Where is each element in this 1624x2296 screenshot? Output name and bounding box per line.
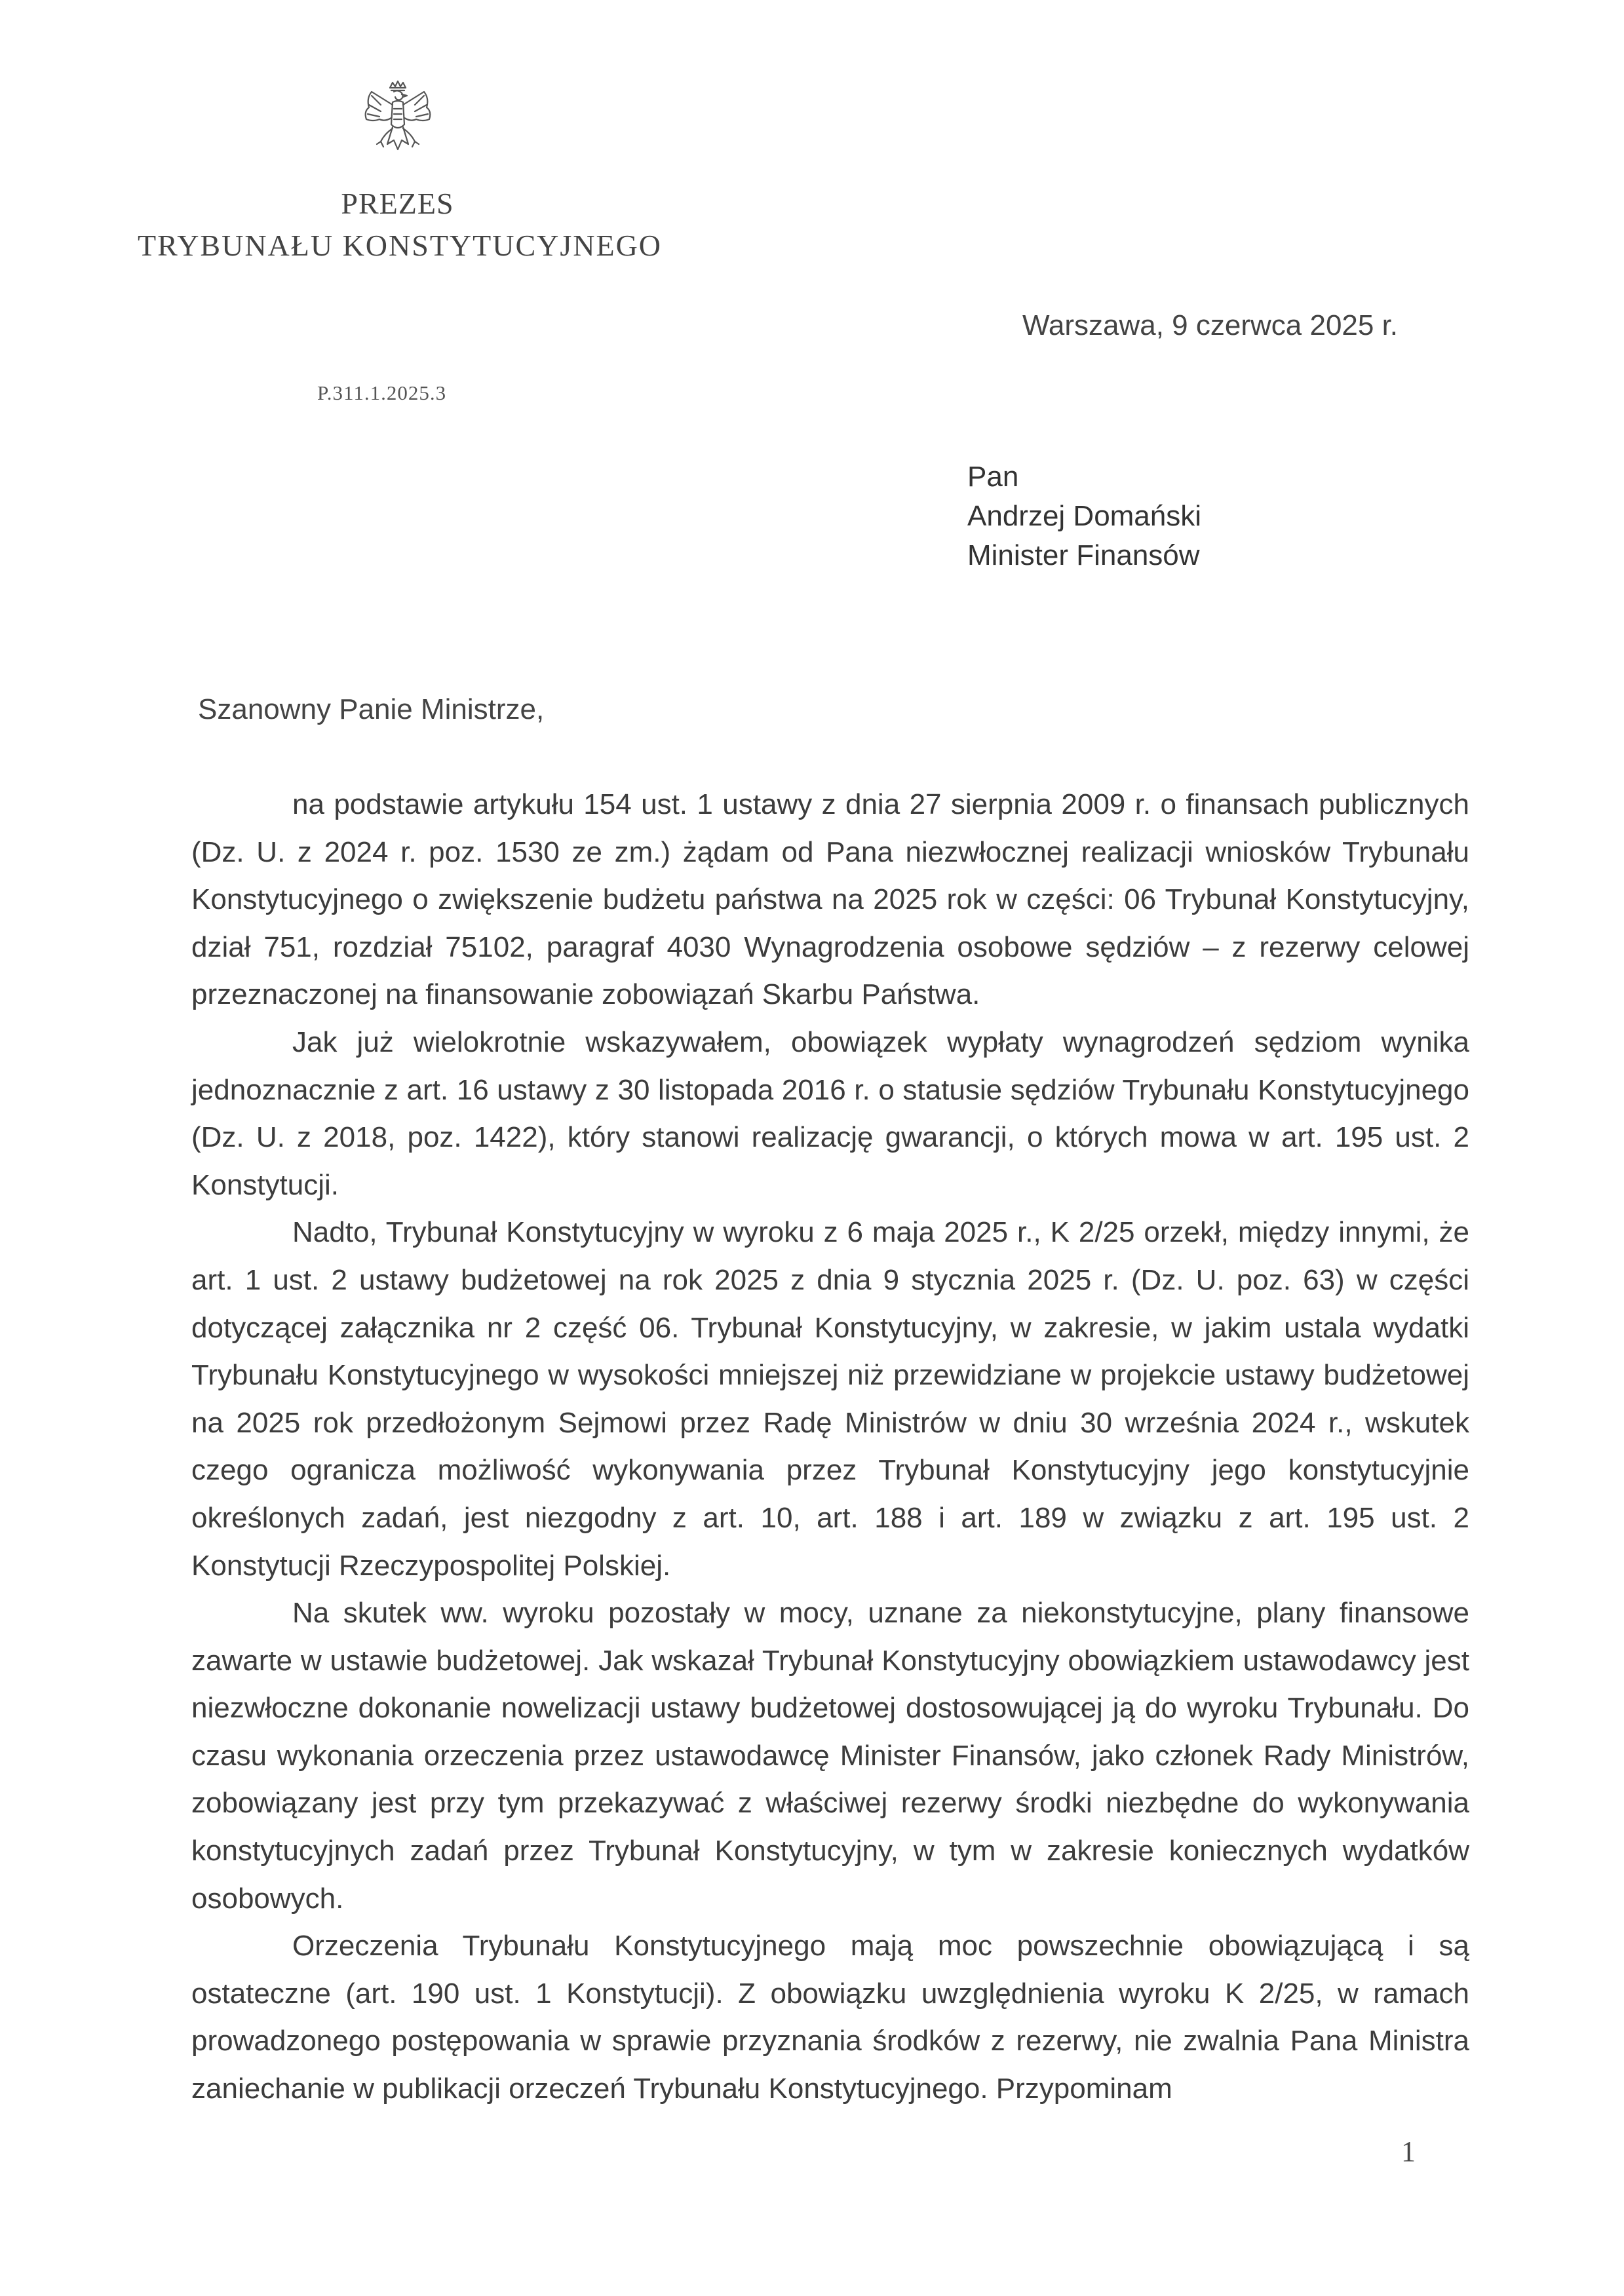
recipient-name: Andrzej Domański <box>967 500 1202 532</box>
recipient-salutation: Pan <box>967 461 1019 493</box>
body-paragraph-4: Na skutek ww. wyroku pozostały w mocy, uznane za niekonstytucyjne, plany finansowe zawarte w ustawie budżetowej. Jak wskazał Trybunał Konstytucyjny obowiązkiem ustawodawcy jest niezwłoczne dokonanie nowelizacji ustawy budżetowej dostosowującej ją do wyroku Trybunału. Do czasu wykonania orzeczenia przez ustawodawcę Minister Finansów, jako członek Rady Ministrów, zobowiązany jest przy tym przekazywać z właściwej rezerwy środki niezbędne do wykonywania konstytucyjnych zadań przez Trybunał Konstytucyjny, w tym w zakresie koniecznych wydatków osobowych. <box>191 1597 1469 1915</box>
body-paragraph-2: Jak już wielokrotnie wskazywałem, obowiązek wypłaty wynagrodzeń sędziom wynika jednoznacznie z art. 16 ustawy z 30 listopada 2016 r. o statusie sędziów Trybunału Konstytucyjnego (Dz. U. z 2018, poz. 1422), który stanowi realizację gwarancji, o których mowa w art. 195 ust. 2 Konstytucji. <box>191 1025 1469 1201</box>
greeting: Szanowny Panie Ministrze, <box>198 693 545 725</box>
page-number: 1 <box>1401 2135 1416 2168</box>
body-paragraph-5: Orzeczenia Trybunału Konstytucyjnego mają moc powszechnie obowiązującą i są ostateczne (art. 190 ust. 1 Konstytucji). Z obowiązku uwzględnienia wyroku K 2/25, w ramach prowadzonego postępowania w sprawie przyznania środków z rezerwy, nie zwalnia Pana Ministra zaniechanie w publikacji orzeczeń Trybunału Konstytucyjnego. Przypominam <box>191 1930 1469 2105</box>
letter-body <box>191 781 1469 2113</box>
polish-eagle-emblem-icon <box>357 79 439 170</box>
reference-number: P.311.1.2025.3 <box>317 381 447 404</box>
letter-date: Warszawa, 9 czerwca 2025 r. <box>1022 309 1399 341</box>
recipient-title: Minister Finansów <box>967 539 1200 571</box>
recipient-block <box>967 457 1201 575</box>
body-paragraph-3: Nadto, Trybunał Konstytucyjny w wyroku z 6 maja 2025 r., K 2/25 orzekł, między innymi, że art. 1 ust. 2 ustawy budżetowej na rok 2025 z dnia 9 stycznia 2025 r. (Dz. U. poz. 63) w części dotyczącej załącznika nr 2 część 06. Trybunał Konstytucyjny, w zakresie, w jakim ustala wydatki Trybunału Konstytucyjnego w wysokości mniejszej niż przewidziane w projekcie ustawy budżetowej na 2025 rok przedłożonym Sejmowi przez Radę Ministrów w dniu 30 września 2024 r., wskutek czego ogranicza możliwość wykonywania przez Trybunał Konstytucyjny jego konstytucyjnie określonych zadań, jest niezgodny z art. 10, art. 188 i art. 189 w związku z art. 195 ust. 2 Konstytucji Rzeczypospolitej Polskiej. <box>191 1216 1469 1582</box>
letterhead-line-2: TRYBUNAŁU KONSTYTUCYJNEGO <box>137 229 663 262</box>
letterhead-line-1: PREZES <box>341 187 454 220</box>
body-paragraph-1: na podstawie artykułu 154 ust. 1 ustawy z dnia 27 sierpnia 2009 r. o finansach publicznych (Dz. U. z 2024 r. poz. 1530 ze zm.) żądam od Pana niezwłocznej realizacji wniosków Trybunału Konstytucyjnego o zwiększenie budżetu państwa na 2025 rok w części: 06 Trybunał Konstytucyjny, dział 751, rozdział 75102, paragraf 4030 Wynagrodzenia osobowe sędziów – z rezerwy celowej przeznaczonej na finansowanie zobowiązań Skarbu Państwa. <box>191 788 1469 1011</box>
